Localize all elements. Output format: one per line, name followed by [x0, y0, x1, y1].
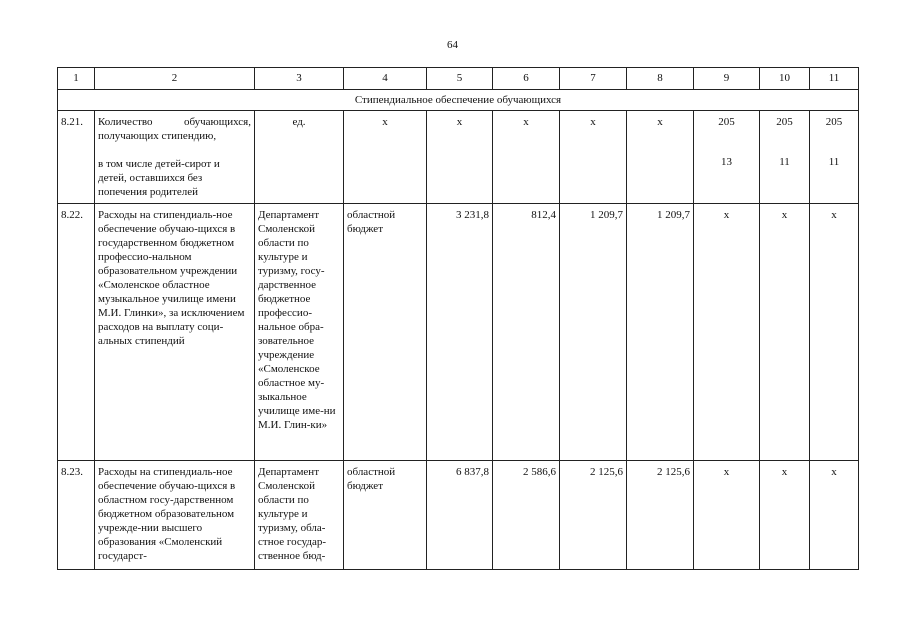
indicator-subname: в том числе детей-сирот и детей, оставшихся без попечения родителей: [98, 158, 220, 198]
indicator-name: Расходы на стипендиаль-ное обеспечение обучаю-щихся в государственном бюджетном профессио-нальном образовательном учреждении «Смоленское областное музыкальное училище имени М.И. Глинки», за исключением расходов на выплату соци-альных стипендий: [95, 204, 255, 461]
row-number: 8.21.: [58, 111, 95, 204]
column-header: 8: [627, 68, 694, 90]
value-cell: х: [810, 204, 859, 461]
value-cell: 2 125,6: [627, 461, 694, 570]
value-cell: [760, 111, 810, 204]
value-sub: 11: [828, 156, 840, 168]
value-sub: 11: [779, 156, 790, 168]
table-row: [58, 461, 859, 570]
value-cell: х: [694, 204, 760, 461]
value-sub: 13: [721, 156, 732, 168]
value-cell: х: [810, 461, 859, 570]
value-cell: [694, 111, 760, 204]
source-cell: областной бюджет: [344, 461, 427, 570]
value-cell: х: [760, 204, 810, 461]
value-cell: 6 837,8: [427, 461, 493, 570]
column-header: 3: [255, 68, 344, 90]
value-main: 205: [776, 116, 793, 128]
organization-cell: Департамент Смоленской области по культуре и туризму, обла-стное государ-ственное бюд-: [255, 461, 344, 570]
indicator-name: Расходы на стипендиаль-ное обеспечение обучаю-щихся в областном госу-дарственном бюджетном образовательном учрежде-нии высшего образования «Смоленский государст-: [95, 461, 255, 570]
indicator-name: Количество обучающихся, получающих стипендию,: [98, 116, 251, 142]
row-number: 8.22.: [58, 204, 95, 461]
row-number: 8.23.: [58, 461, 95, 570]
table-row: [58, 111, 859, 204]
column-header: 4: [344, 68, 427, 90]
source-cell: х: [344, 111, 427, 204]
value-cell: х: [627, 111, 694, 204]
unit-cell: ед.: [255, 111, 344, 204]
value-main: 205: [825, 116, 843, 128]
source-cell: областной бюджет: [344, 204, 427, 461]
column-header: 1: [58, 68, 95, 90]
value-cell: 812,4: [493, 204, 560, 461]
column-header: 2: [95, 68, 255, 90]
value-cell: х: [560, 111, 627, 204]
value-cell: 1 209,7: [560, 204, 627, 461]
value-main: 205: [718, 116, 735, 128]
value-cell: 3 231,8: [427, 204, 493, 461]
value-cell: 1 209,7: [627, 204, 694, 461]
column-header: 11: [810, 68, 859, 90]
section-title: Стипендиальное обеспечение обучающихся: [58, 90, 859, 111]
value-cell: 2 586,6: [493, 461, 560, 570]
column-number-row: [58, 68, 859, 90]
organization-cell: Департамент Смоленской области по культуре и туризму, госу-дарственное бюджетное профессио-нальное обра-зовательное учреждение «Смоленское областное му-зыкальное училище име-ни М.И. Глин-ки»: [255, 204, 344, 461]
column-header: 5: [427, 68, 493, 90]
value-cell: х: [694, 461, 760, 570]
value-cell: х: [427, 111, 493, 204]
value-cell: х: [760, 461, 810, 570]
section-row: [58, 90, 859, 111]
page-number: 64: [447, 39, 458, 51]
column-header: 9: [694, 68, 760, 90]
indicator-cell: [95, 111, 255, 204]
value-cell: [810, 111, 859, 204]
column-header: 6: [493, 68, 560, 90]
value-cell: х: [493, 111, 560, 204]
value-cell: 2 125,6: [560, 461, 627, 570]
column-header: 7: [560, 68, 627, 90]
table-row: [58, 204, 859, 461]
budget-table: [57, 67, 859, 570]
column-header: 10: [760, 68, 810, 90]
